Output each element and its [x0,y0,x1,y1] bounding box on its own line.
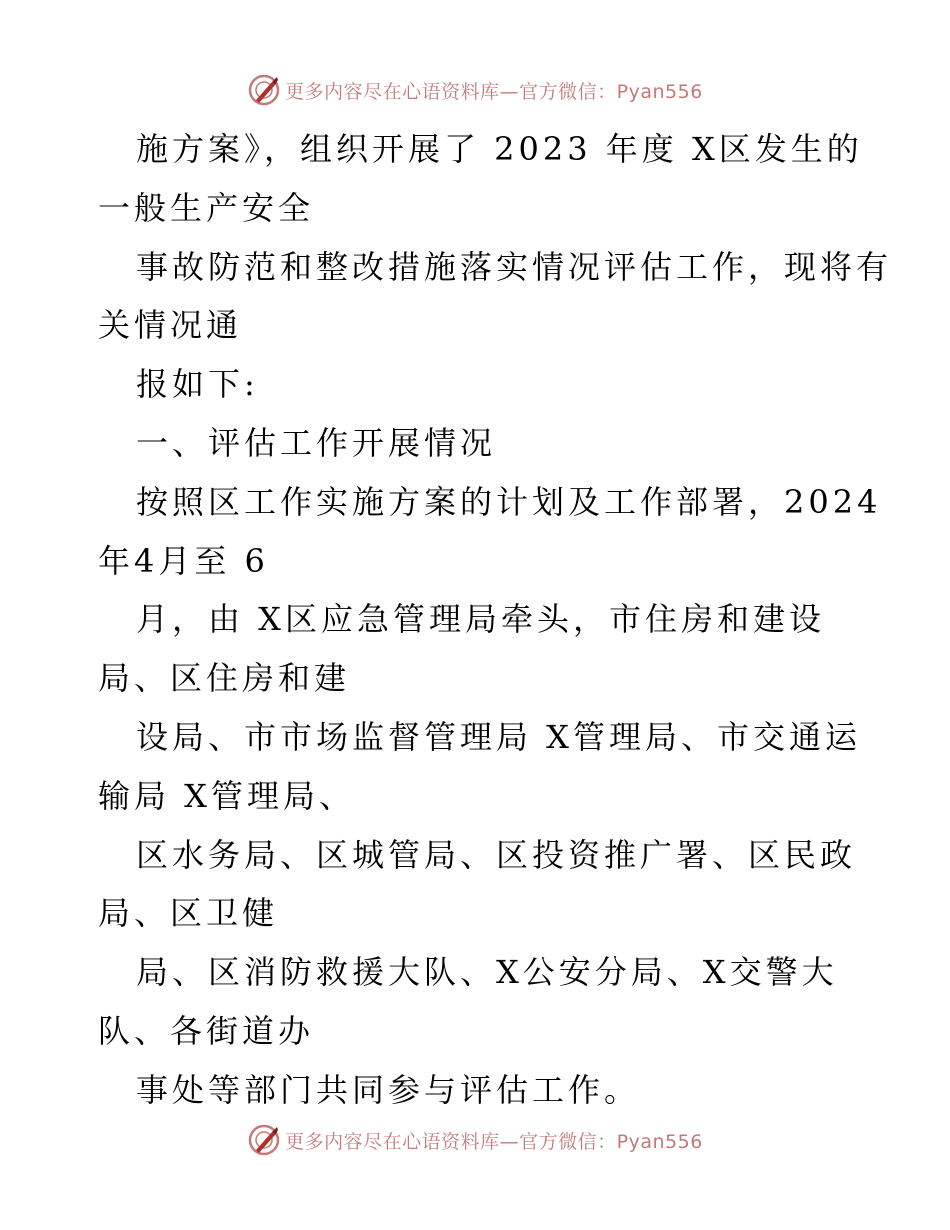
text-line: 设局、市市场监督管理局 X管理局、市交通运 [136,717,861,756]
text-line: 关情况通 [98,306,243,345]
document-body [98,120,893,1120]
section-heading: 一、评估工作开展情况 [136,423,497,462]
text-line: 年4月至 6 [98,541,269,580]
text-line: 局、区卫健 [98,894,279,933]
text-line: 报如下: [136,365,259,404]
text-line: 一般生产安全 [98,188,315,227]
text-line: 输局 X管理局、 [98,776,355,815]
text-line: 区水务局、区城管局、区投资推广署、区民政 [136,835,857,874]
text-line: 按照区工作实施方案的计划及工作部署，2024 [136,482,882,521]
text-line: 局、区消防救援大队、X公安分局、X交警大 [136,953,838,992]
text-line: 局、区住房和建 [98,659,351,698]
logo-icon [247,73,281,107]
watermark-text: 更多内容尽在心语资料库—官方微信：Pyan556 [285,80,703,103]
watermark-bottom [0,1120,950,1160]
text-line: 施方案》，组织开展了 2023 年度 X区发生的 [136,130,863,168]
text-line: 队、各街道办 [98,1011,315,1050]
logo-icon [247,1123,281,1157]
watermark-top [0,70,950,110]
watermark-text: 更多内容尽在心语资料库—官方微信：Pyan556 [285,1130,703,1153]
text-line: 事处等部门共同参与评估工作。 [136,1070,641,1109]
text-line: 事故防范和整改措施落实情况评估工作，现将有 [136,247,893,286]
text-line: 月，由 X区应急管理局牵头，市住房和建设 [136,600,825,639]
